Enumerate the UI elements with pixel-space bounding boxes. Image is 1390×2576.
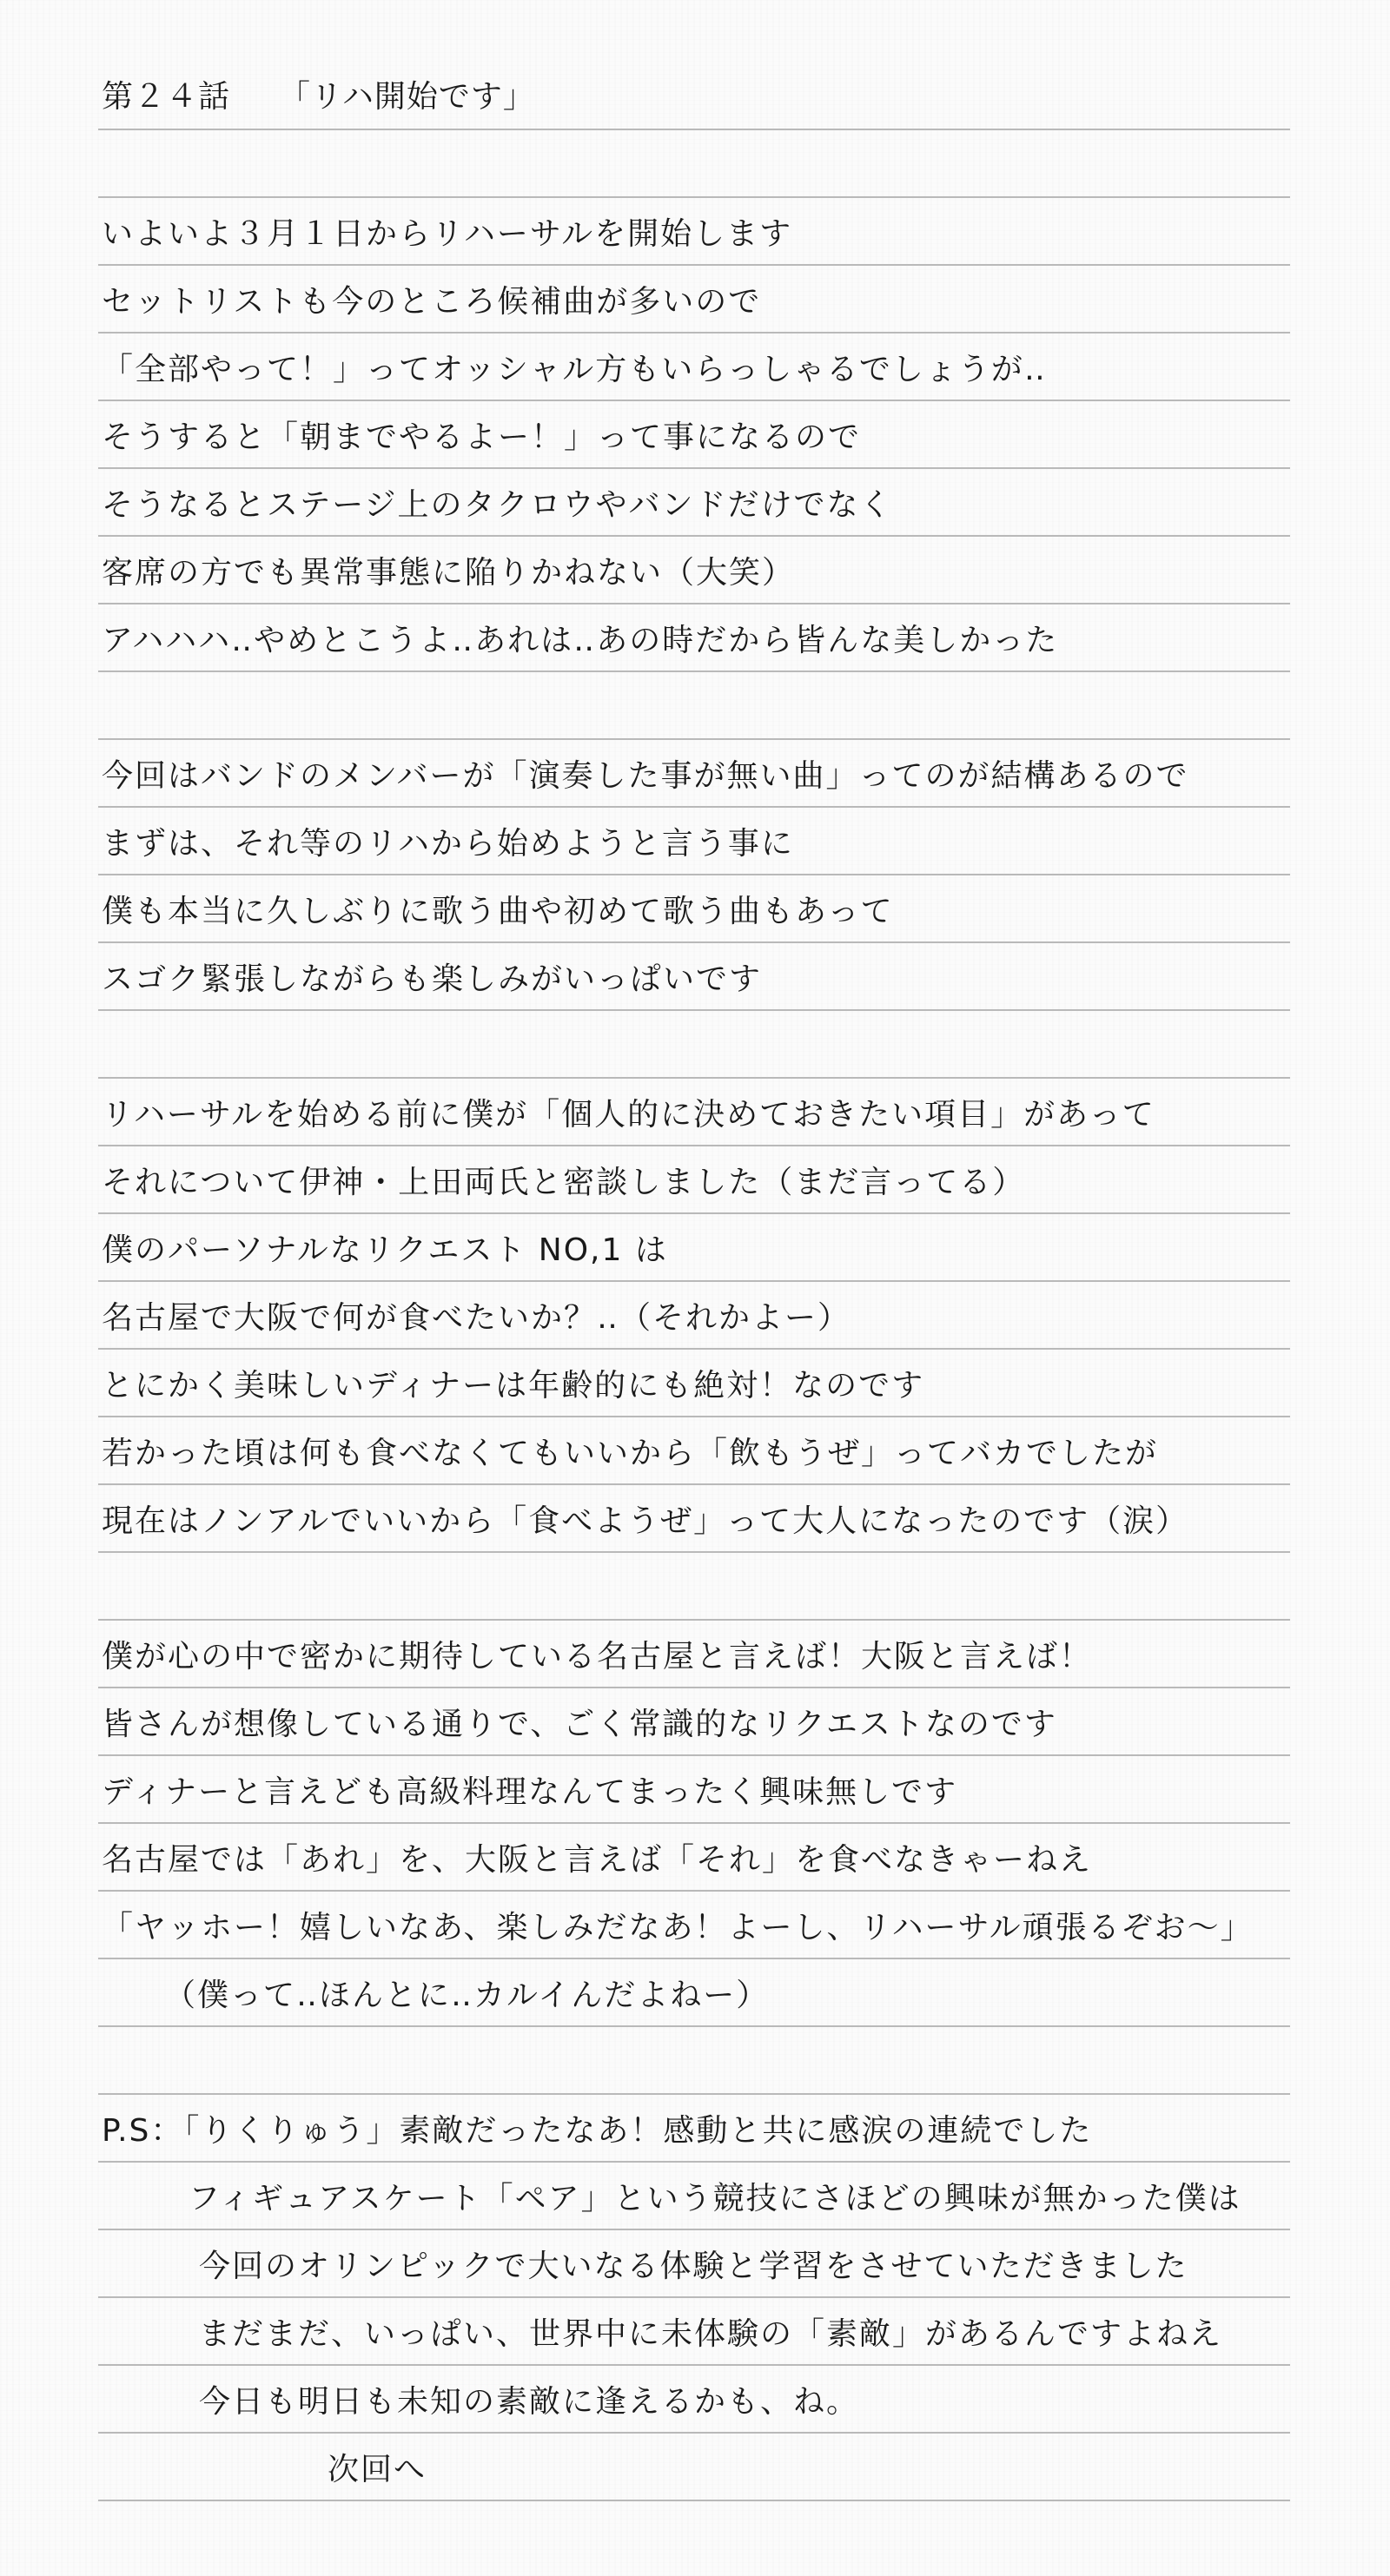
line-text: 今日も明日も未知の素敵に逢えるかも、ね。 xyxy=(199,2384,860,2420)
line-text: そうすると「朝までやるよー！」って事になるので xyxy=(102,419,862,455)
text-line xyxy=(98,1892,1290,1959)
line-text: 今回のオリンピックで大いなる体験と学習をさせていただきました xyxy=(199,2249,1188,2284)
line-text: それについて伊神・上田両氏と密談しました（まだ言ってる） xyxy=(102,1165,1026,1200)
text-line xyxy=(98,198,1290,266)
blank-line xyxy=(98,672,1290,740)
text-line xyxy=(98,2230,1290,2298)
text-line xyxy=(98,2298,1290,2366)
line-text: 僕が心の中で密かに期待している名古屋と言えば！大阪と言えば！ xyxy=(102,1639,1093,1674)
episode-title-line xyxy=(98,63,1290,130)
line-text: ディナーと言えども高級料理なんてまったく興味無しです xyxy=(102,1774,958,1810)
line-text: まずは、それ等のリハから始めようと言う事に xyxy=(102,826,794,862)
text-line xyxy=(98,1959,1290,2027)
line-text: フィギュアスケート「ペア」という競技にさほどの興味が無かった僕は xyxy=(189,2181,1241,2216)
text-line xyxy=(98,2366,1290,2434)
line-text: 名古屋で大阪で何が食べたいか？‥（それかよー） xyxy=(102,1300,851,1336)
line-text: 客席の方でも異常事態に陥りかねない（大笑） xyxy=(102,555,796,591)
text-line xyxy=(98,1824,1290,1892)
line-text: 僕のパーソナルなリクエスト NO,1 は xyxy=(102,1232,668,1268)
text-line xyxy=(98,2163,1290,2230)
text-line xyxy=(98,266,1290,334)
text-line xyxy=(98,401,1290,469)
line-text: そうなるとステージ上のタクロウやバンドだけでなく xyxy=(102,487,893,523)
text-line xyxy=(98,1485,1290,1553)
blank-line xyxy=(98,130,1290,198)
next-episode-text: 次回へ xyxy=(328,2452,427,2487)
text-line xyxy=(98,875,1290,943)
text-line xyxy=(98,1214,1290,1282)
ps-line-text: P.S：「りくりゅう」素敵だったなあ！感動と共に感涙の連続でした xyxy=(102,2113,1093,2149)
blank-line xyxy=(98,1011,1290,1079)
text-block xyxy=(98,63,1290,2501)
text-line xyxy=(98,808,1290,875)
line-text: リハーサルを始める前に僕が「個人的に決めておきたい項目」があって xyxy=(102,1097,1155,1133)
text-line xyxy=(98,1079,1290,1146)
text-line xyxy=(98,1688,1290,1756)
line-text: とにかく美味しいディナーは年齢的にも絶対！なのです xyxy=(102,1368,925,1404)
text-line xyxy=(98,1621,1290,1688)
text-line xyxy=(98,334,1290,401)
text-line xyxy=(98,1756,1290,1824)
episode-title: 第２４話 「リハ開始です」 xyxy=(102,79,535,115)
text-line xyxy=(98,604,1290,672)
text-line xyxy=(98,537,1290,604)
line-text: 今回はバンドのメンバーが「演奏した事が無い曲」ってのが結構あるので xyxy=(102,758,1189,794)
line-text: （僕って‥ほんとに‥カルイんだよねー） xyxy=(164,1978,770,2013)
line-text: 僕も本当に久しぶりに歌う曲や初めて歌う曲もあって xyxy=(102,894,894,929)
line-text: いよいよ３月１日からリハーサルを開始します xyxy=(102,216,793,252)
line-text: セットリストも今のところ候補曲が多いので xyxy=(102,284,762,320)
text-line xyxy=(98,740,1290,808)
line-text: アハハハ‥やめとこうよ‥あれは‥あの時だから皆んな美しかった xyxy=(102,623,1059,658)
line-text: 「全部やって！」ってオッシャル方もいらっしゃるでしょうが‥ xyxy=(102,352,1047,387)
line-text: 現在はノンアルでいいから「食べようぜ」って大人になったのです（涙） xyxy=(102,1503,1189,1539)
line-text: 皆さんが想像している通りで、ごく常識的なリクエストなのです xyxy=(102,1707,1057,1742)
text-line xyxy=(98,469,1290,537)
text-line xyxy=(98,1350,1290,1417)
text-line xyxy=(98,1146,1290,1214)
text-line xyxy=(98,1417,1290,1485)
line-text: まだまだ、いっぱい、世界中に未体験の「素敵」があるんですよねえ xyxy=(199,2316,1223,2352)
blank-line xyxy=(98,1553,1290,1621)
text-line xyxy=(98,943,1290,1011)
text-line xyxy=(98,2434,1290,2501)
text-line xyxy=(98,1282,1290,1350)
blank-line xyxy=(98,2027,1290,2095)
line-text: 名古屋では「あれ」を、大阪と言えば「それ」を食べなきゃーねえ xyxy=(102,1842,1093,1878)
text-line xyxy=(98,2095,1290,2163)
line-text: スゴク緊張しながらも楽しみがいっぱいです xyxy=(102,961,763,997)
line-text: 「ヤッホー！嬉しいなあ、楽しみだなあ！よーし、リハーサル頑張るぞお～」 xyxy=(102,1910,1254,1945)
line-text: 若かった頃は何も食べなくてもいいから「飲もうぜ」ってバカでしたが xyxy=(102,1436,1159,1471)
